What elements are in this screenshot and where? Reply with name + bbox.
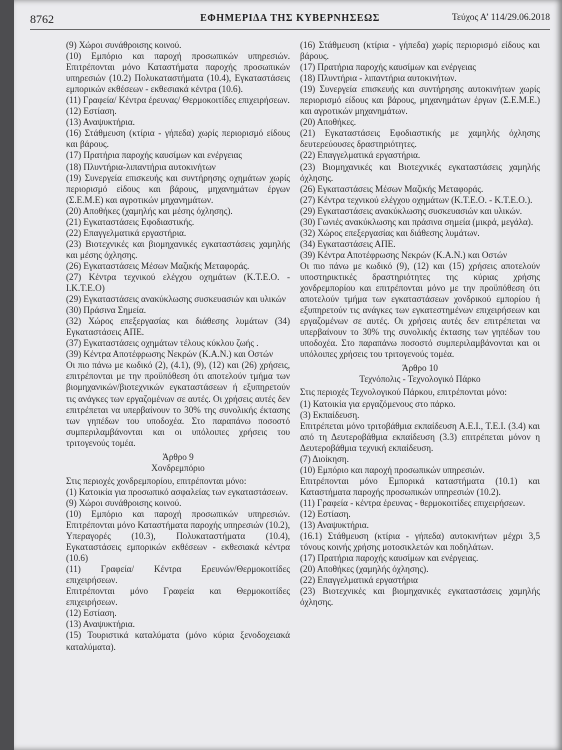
paragraph: Οι πιο πάνω με κωδικό (9), (12) και (15) χρήσεις αποτελούν υποστηρικτικές δραστηριότητες της κύριας χρήσης χονδρεμπορίου και επιτρέπονται μόνο με την προϋπόθεση ότι αποτελούν τμήμα των εγκαταστάσεων χονδρικού εμπορίου ή εξυπηρετούν τις ανάγκες των εγκατεστημένων επιχειρήσεων και εργαζομένων σε αυτές. Οι χρήσεις αυτές δεν επιτρέπεται να υπερβαίνουν το 30% της συνολικής έκτασης των γηπέδων του υποδοχέα. Στο παραπάνω ποσοστό συμπεριλαμβάνονται και οι υπόλοιπες χρήσεις του τριτογενούς τομέα. [300, 260, 540, 360]
paragraph: (11) Γραφεία - κέντρα έρευνας - θερμοκοιτίδες επιχειρήσεων. [300, 497, 526, 508]
paragraph: (15) Τουριστικά καταλύματα (μόνο κύρια ξενοδοχειακά καταλύματα). [66, 630, 290, 652]
paragraph: (32) Χώρος επεξεργασίας και διάθεσης λυμάτων (34) Εγκαταστάσεις ΑΠΕ. [66, 316, 290, 338]
paragraph: (13) Αναψυκτήρια. [66, 619, 135, 630]
paragraph: (19) Συνεργεία επισκευής και συντήρησης αυτοκινήτων χωρίς περιορισμό είδους και βάρους, μηχανημάτων έργων (Σ.Ε.Μ.Ε.) και αγροτικών μηχανημάτων. [300, 84, 540, 117]
paragraph: (16.1) Στάθμευση (κτίρια - γήπεδα) αυτοκινήτων μέχρι 3,5 τόνους κοινής χρήσης μοτοσικλετών και ποδηλάτων. [300, 531, 540, 553]
issue-reference: Τεύχος Α’ 114/29.06.2018 [451, 13, 550, 23]
paragraph: (17) Πρατήρια παροχής καυσίμων και ενέργειας. [300, 553, 479, 564]
paragraph: (39) Κέντρα Αποτέφρωσης Νεκρών (Κ.Α.Ν.) και Οστών [66, 349, 274, 360]
paragraph: Επιτρέπεται μόνο τριτοβάθμια εκπαίδευση Α.Ε.Ι., Τ.Ε.Ι. (3.4) και από τη Δευτεροβάθμια εκπαίδευση (3.3) επιτρέπεται μόνον η Δευτεροβάθμια τεχνική εκπαίδευση. [300, 420, 540, 453]
paragraph: (29) Εγκαταστάσεις ανακύκλωσης συσκευασιών και υλικών. [300, 205, 523, 216]
paragraph: (11) Γραφεία/ Κέντρα έρευνας/ Θερμοκοιτίδες επιχειρήσεων. [66, 95, 290, 106]
paragraph: (9) Χώροι συνάθροισης κοινού. [66, 497, 182, 508]
header-rule [30, 29, 550, 30]
paragraph: (12) Εστίαση. [66, 106, 117, 117]
paragraph: (18) Πλυντήρια - λιπαντήρια αυτοκινήτων. [300, 73, 457, 84]
paragraph: (30) Πράσινα Σημεία. [66, 305, 147, 316]
binder-margin [0, 0, 14, 750]
paragraph: (12) Εστίαση. [300, 508, 351, 519]
paragraph: (10) Εμπόριο και παροχή προσωπικών υπηρεσιών. Επιτρέπονται μόνο Καταστήματα παροχής προσωπικών υπηρεσιών (10.2) Πολυκαταστήματα (10.4), Εγκαταστάσεις εμπορικών εκθέσεων - εκθεσιακά κέντρα (10.6). [66, 51, 290, 95]
paragraph: (16) Στάθμευση (κτίρια - γήπεδα) χωρίς περιορισμό είδους και βάρους. [300, 40, 540, 62]
paragraph: (10) Εμπόριο και παροχή προσωπικών υπηρεσιών. Επιτρέπονται μόνο Καταστήματα παροχής υπηρεσιών (10.2), Υπεραγορές (10.3), Πολυκαταστήματα (10.4), Εγκαταστάσεις εμπορικών εκθέσεων - εκθεσιακά κέντρα (10.6) [66, 508, 290, 564]
paragraph: (26) Εγκαταστάσεις Μέσων Μαζικής Μεταφοράς. [66, 260, 250, 271]
article-heading: Άρθρο 9 [162, 451, 194, 462]
paragraph: (17) Πρατήρια παροχής καυσίμων και ενέργειας [300, 62, 476, 73]
paragraph: (17) Πρατήρια παροχής καυσίμων και ενέργειας [66, 150, 242, 161]
right-column [300, 40, 540, 608]
article-heading: Άρθρο 10 [402, 363, 438, 374]
paragraph: (22) Επαγγελματικά εργαστήρια. [300, 150, 421, 161]
paragraph: (27) Κέντρα τεχνικού ελέγχου οχημάτων (Κ.Τ.Ε.Ο. - Ι.Κ.Τ.Ε.Ο) [66, 271, 290, 294]
paragraph: (9) Χώροι συνάθροισης κοινού. [66, 40, 182, 50]
paragraph: (3) Εκπαίδευση. [300, 409, 360, 420]
paragraph: (22) Επαγγελματικά εργαστήρια [300, 575, 418, 586]
paragraph: (23) Βιοτεχνικές και βιομηχανικές εγκαταστάσεις χαμηλής όχλησης. [300, 586, 540, 608]
paragraph: (21) Εγκαταστάσεις Εφοδιαστικής. [66, 216, 195, 227]
page-header [30, 12, 550, 28]
article-subtitle: Τεχνόπολις - Τεχνολογικό Πάρκο [359, 374, 481, 385]
paragraph: (1) Κατοικία για προσωπικό ασφαλείας των εγκαταστάσεων. [66, 486, 288, 497]
paragraph: (22) Επαγγελματικά εργαστήρια. [66, 227, 187, 238]
page-number: 8762 [30, 12, 54, 26]
paragraph: (13) Αναψυκτήρια. [66, 117, 135, 128]
paragraph: (26) Εγκαταστάσεις Μέσων Μαζικής Μεταφοράς. [300, 183, 484, 194]
paragraph: Επιτρέπονται μόνο Εμπορικά καταστήματα (10.1) και Καταστήματα παροχής προσωπικών υπηρεσιών (10.2). [300, 475, 540, 497]
paragraph: (23) Βιοτεχνικές και βιομηχανικές εγκαταστάσεις χαμηλής και μέσης όχλησης. [66, 238, 290, 260]
paragraph: (27) Κέντρα τεχνικού ελέγχου οχημάτων (Κ.Τ.Ε.Ο. - Κ.Τ.Ε.Ο.). [300, 194, 533, 205]
paragraph: Στις περιοχές χονδρεμπορίου, επιτρέπονται μόνο: [66, 475, 247, 486]
article-subtitle: Χονδρεμπόριο [151, 462, 205, 473]
left-column [66, 40, 290, 653]
paragraph: (1) Κατοικία για εργαζόμενους στο πάρκο. [300, 398, 456, 409]
paragraph: Στις περιοχές Τεχνολογικού Πάρκου, επιτρέπονται μόνο: [300, 387, 507, 398]
paragraph: (20) Αποθήκες (χαμηλής και μέσης όχλησης). [66, 205, 233, 216]
paragraph: (39) Κέντρα Αποτέφρωσης Νεκρών (Κ.Α.Ν.) και Οστών [300, 249, 508, 260]
paragraph: (37) Εγκαταστάσεις οχημάτων τέλους κύκλου ζωής . [66, 338, 259, 349]
paragraph: Επιτρέπονται μόνο Γραφεία και Θερμοκοιτίδες επιχειρήσεων. [66, 586, 290, 608]
paragraph: (20) Αποθήκες. [300, 117, 357, 128]
paragraph: (19) Συνεργεία επισκευής και συντήρησης οχημάτων χωρίς περιορισμό είδους και βάρους, μηχανημάτων έργων (Σ.Ε.Μ.Ε) και αγροτικών μηχανημάτων. [66, 172, 290, 205]
paragraph: (29) Εγκαταστάσεις ανακύκλωσης συσκευασιών και υλικών [66, 294, 286, 305]
paragraph: (20) Αποθήκες (χαμηλής όχλησης). [300, 564, 429, 575]
paragraph: (12) Εστίαση. [66, 608, 117, 619]
paragraph: (7) Διοίκηση. [300, 453, 349, 464]
paragraph: (16) Στάθμευση (κτίρια - γήπεδα) χωρίς περιορισμό είδους και βάρους. [66, 128, 290, 150]
paragraph: (10) Εμπόριο και παροχή προσωπικών υπηρεσιών. [300, 464, 485, 475]
paragraph: (32) Χώρος επεξεργασίας και διάθεσης λυμάτων. [300, 227, 480, 238]
paragraph: (34) Εγκαταστάσεις ΑΠΕ. [300, 238, 396, 249]
paragraph: Οι πιο πάνω με κωδικό (2), (4.1), (9), (12) και (26) χρήσεις, επιτρέπονται με την προϋπόθεση ότι αποτελούν τμήμα των βιομηχανικών/βιοτεχνικών εγκαταστάσεων ή εξυπηρετούν τις ανάγκες των εργαζομένων σε αυτές. Οι χρήσεις αυτές δεν επιτρέπεται να υπερβαίνουν το 30% της συνολικής έκτασης των γηπέδων του υποδοχέα. Στο παραπάνω ποσοστό συμπεριλαμβάνονται και οι υπόλοιπες χρήσεις του τριτογενούς τομέα. [66, 360, 290, 448]
paragraph: (11) Γραφεία/ Κέντρα Ερευνών/Θερμοκοιτίδες επιχειρήσεων. [66, 564, 290, 586]
paragraph: (30) Γωνιές ανακύκλωσης και πράσινα σημεία (μικρά, μεγάλα). [300, 216, 534, 227]
paragraph: (21) Εγκαταστάσεις Εφοδιαστικής με χαμηλής όχλησης δευτερεύουσες δραστηριότητες. [300, 128, 540, 150]
gazette-page [14, 0, 562, 750]
paragraph: (23) Βιομηχανικές και Βιοτεχνικές εγκαταστάσεις χαμηλής όχλησης. [300, 161, 540, 183]
gazette-title: ΕΦΗΜΕΡΙΔΑ ΤΗΣ ΚΥΒΕΡΝΗΣΕΩΣ [200, 13, 380, 24]
paragraph: (18) Πλυντήρια-λιπαντήρια αυτοκινήτων [66, 161, 216, 172]
paragraph: (13) Αναψυκτήρια. [300, 520, 369, 531]
